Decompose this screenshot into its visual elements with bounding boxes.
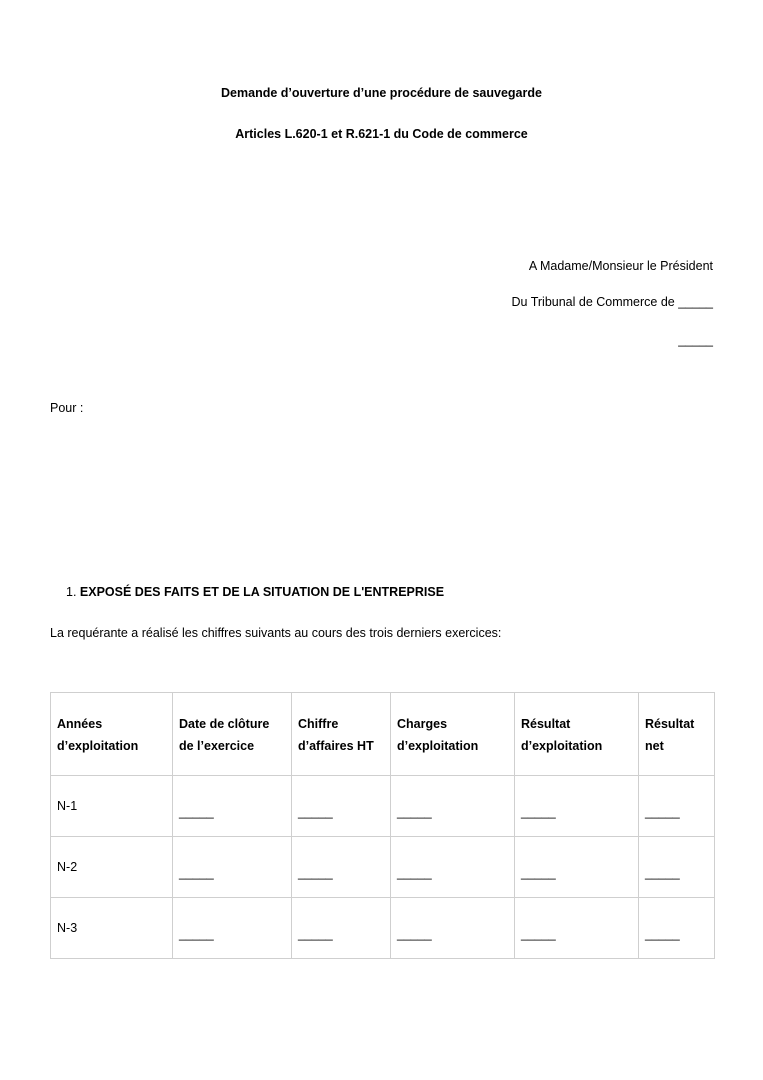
header-cell: Résultat d’exploitation bbox=[515, 693, 639, 776]
year-label: N-3 bbox=[57, 921, 78, 935]
blank-field: _____ bbox=[397, 927, 432, 941]
header-cell: Charges d’exploitation bbox=[391, 693, 515, 776]
blank-field: _____ bbox=[645, 805, 680, 819]
addressee-line-2: Du Tribunal de Commerce de _____ bbox=[511, 295, 713, 309]
blank-field: _____ bbox=[645, 927, 680, 941]
blank-field: _____ bbox=[298, 927, 333, 941]
blank-field: _____ bbox=[179, 927, 214, 941]
table-cell bbox=[515, 898, 639, 959]
table-cell bbox=[391, 837, 515, 898]
header-cell: Chiffre d’affaires HT bbox=[292, 693, 391, 776]
blank-field: _____ bbox=[521, 927, 556, 941]
blank-field: _____ bbox=[298, 805, 333, 819]
table-row bbox=[51, 776, 715, 837]
year-label: N-1 bbox=[57, 799, 78, 813]
table-cell bbox=[292, 837, 391, 898]
blank-field: _____ bbox=[298, 866, 333, 880]
table-cell bbox=[292, 898, 391, 959]
document-subtitle: Articles L.620-1 et R.621-1 du Code de commerce bbox=[235, 127, 528, 141]
table-cell bbox=[173, 837, 292, 898]
table-cell bbox=[173, 776, 292, 837]
table-header-row bbox=[51, 693, 715, 776]
table-cell bbox=[391, 898, 515, 959]
document-title: Demande d’ouverture d’une procédure de sauvegarde bbox=[221, 86, 542, 100]
addressee-line-3: _____ bbox=[678, 333, 713, 347]
table-cell bbox=[639, 776, 715, 837]
pour-label: Pour : bbox=[50, 401, 84, 415]
year-cell bbox=[51, 898, 173, 959]
table-row bbox=[51, 898, 715, 959]
year-cell bbox=[51, 776, 173, 837]
table-cell bbox=[639, 837, 715, 898]
blank-field: _____ bbox=[397, 866, 432, 880]
table-row bbox=[51, 837, 715, 898]
table-cell bbox=[515, 776, 639, 837]
table-cell bbox=[292, 776, 391, 837]
header-cell: Résultat net bbox=[639, 693, 715, 776]
blank-field: _____ bbox=[179, 866, 214, 880]
header-cell: Années d’exploitation bbox=[51, 693, 173, 776]
table-cell bbox=[391, 776, 515, 837]
year-label: N-2 bbox=[57, 860, 78, 874]
financial-results-table bbox=[50, 692, 715, 959]
blank-field: _____ bbox=[521, 805, 556, 819]
blank-field: _____ bbox=[521, 866, 556, 880]
table-cell bbox=[515, 837, 639, 898]
header-cell: Date de clôture de l’exercice bbox=[173, 693, 292, 776]
section-number: 1. bbox=[66, 585, 77, 599]
blank-field: _____ bbox=[645, 866, 680, 880]
section-heading bbox=[66, 585, 444, 599]
section-intro: La requérante a réalisé les chiffres suivants au cours des trois derniers exercices: bbox=[50, 626, 502, 640]
table-cell bbox=[173, 898, 292, 959]
year-cell bbox=[51, 837, 173, 898]
table-cell bbox=[639, 898, 715, 959]
addressee-line-1: A Madame/Monsieur le Président bbox=[528, 259, 713, 273]
blank-field: _____ bbox=[397, 805, 432, 819]
blank-field: _____ bbox=[179, 805, 214, 819]
section-title: EXPOSÉ DES FAITS ET DE LA SITUATION DE L'ENTREPRISE bbox=[79, 585, 445, 599]
